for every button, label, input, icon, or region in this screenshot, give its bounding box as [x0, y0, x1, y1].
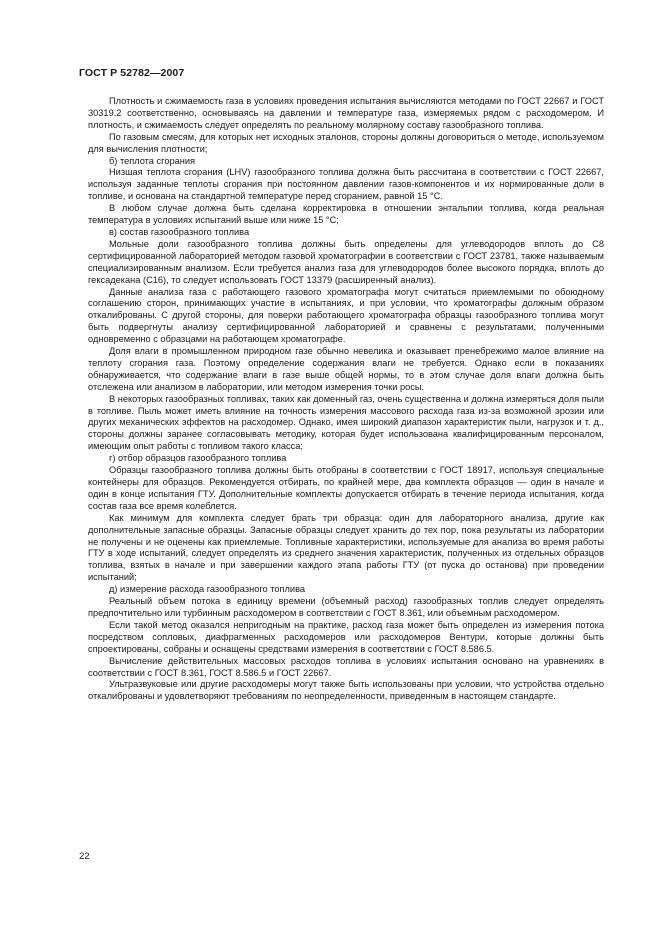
paragraph: Если такой метод оказался непригодным на практике, расход газа может быть определен из измерения потока посредством сопловых, диафрагменных расходомеров или расходомеров Вентури, которые должны быть спроектированы, собраны и оснащены средствами измерения в соответствии с ГОСТ 8.586.5. — [88, 619, 604, 654]
paragraph: Как минимум для комплекта следует брать три образца: один для лабораторного анализа, другие как дополнительные запасные образцы. Запасные образцы следует хранить до тех пор, пока результаты из лаборатории не получены и не оценены как приемлемые. Топливные характеристики, используемые для анализа во время работы ГТУ в ходе испытаний, следует определять из среднего значения характеристик, полученных из отдельных образцов топлива, взятых в начале и при завершении каждого этапа работы ГТУ (от пуска до останова) при проведении испытаний; — [88, 512, 604, 583]
paragraph: Низшая теплота сгорания (LHV) газообразного топлива должна быть рассчитана в соответствии с ГОСТ 22667, используя заданные теплоты сгорания при постоянном давлении газов-компонентов и их нормированные доли в топливе, и основана на стандартной температуре перед сгоранием, равной 15 °С. — [88, 167, 604, 202]
list-item-heading: в) состав газообразного топлива — [109, 226, 250, 237]
paragraph: Ультразвуковые или другие расходомеры могут также быть использованы при условии, что устройства отдельно откалиброваны и удовлетворяют требованиям по неопределенности, приведенным в настоящем стандарте. — [88, 679, 604, 702]
document-header: ГОСТ Р 52782—2007 — [79, 67, 185, 79]
paragraph: Мольные доли газообразного топлива должны быть определены для углеводородов вплоть до С8 сертифицированной лабораторией методом газовой хроматографии в соответствии с ГОСТ 23781, также называемым специализированным анализом. Если требуется анализ газа для углеводородов более высокого порядка, вплоть до гексадекана (С16), то следует использовать ГОСТ 13379 (расширенный анализ). — [88, 238, 604, 285]
paragraph: Плотность и сжимаемость газа в условиях проведения испытания вычисляются методами по ГОСТ 22667 и ГОСТ 30319.2 соответственно, основываясь на давлении и температуре газа, измеряемых рядом с расходомером. И плотность, и сжимаемость следует определять по реальному молярному составу газообразного топлива. — [88, 96, 604, 130]
document-body — [88, 96, 604, 703]
list-item-heading: г) отбор образцов газообразного топлива — [109, 453, 287, 464]
paragraph: Образцы газообразного топлива должны быть отобраны в соответствии с ГОСТ 18917, используя специальные контейнеры для образцов. Рекомендуется отбирать, по крайней мере, два комплекта образцов — один в начале и один в конце испытания ГТУ. Дополнительные комплекты допускается отбирать в течение периода испытания, когда состав газа все время колеблется. — [88, 465, 604, 511]
paragraph: Данные анализа газа с работающего газового хроматографа могут считаться приемлемыми по обоюдному соглашению сторон, принимающих участие в испытаниях, и при условии, что хроматографы должным образом откалиброваны. С другой стороны, для поверки работающего хроматографа образцы газообразного топлива могут быть подвергнуты анализу сертифицированной лабораторией и сравнены с результатами, полученными одновременно с образцами на работающем хроматографе. — [88, 286, 604, 345]
paragraph: В некоторых газообразных топливах, таких как доменный газ, очень существенна и должна измеряться доля пыли в топливе. Пыль может иметь влияние на точность измерения массового расхода газа из-за возможной эрозии или других механических эффектов на расходомер. Однако, имея широкий диапазон характеристик пыли, нагрузок и т. д., стороны должны заранее согласовывать методику, которая будет использована квалифицированным персоналом, имеющим опыт работы с топливом такого класса; — [88, 393, 604, 452]
paragraph: Вычисление действительных массовых расходов топлива в условиях испытания основано на уравнениях в соответствии с ГОСТ 8.361, ГОСТ 8.586.5 и ГОСТ 22667. — [88, 655, 604, 678]
paragraph: В любом случае должна быть сделана корректировка в отношении энтальпии топлива, когда реальная температура в условиях испытаний выше или ниже 15 °С; — [88, 203, 604, 226]
paragraph: Доля влаги в промышленном природном газе обычно невелика и оказывает пренебрежимо малое влияние на теплоту сгорания газа. Поэтому определение содержания влаги не требуется. Однако если в показаниях обнаруживается, что содержание влаги в газе выше общей нормы, то в этом случае доля влаги должна быть отслежена или анализом в лаборатории, или методом измерения точки росы. — [88, 346, 604, 392]
list-item-heading: б) теплота сгорания — [109, 155, 196, 166]
paragraph: Реальный объем потока в единицу времени (объемный расход) газообразных топлив следует определять предпочтительно или турбинным расходомером в соответствии с ГОСТ 8.361, или объемным расходомером. — [88, 596, 604, 618]
paragraph: По газовым смесям, для которых нет исходных эталонов, стороны должны договориться о методе, используемом для вычисления плотности; — [88, 131, 604, 154]
page-number: 22 — [79, 851, 90, 862]
list-item-heading: д) измерение расхода газообразного топлива — [109, 584, 306, 595]
